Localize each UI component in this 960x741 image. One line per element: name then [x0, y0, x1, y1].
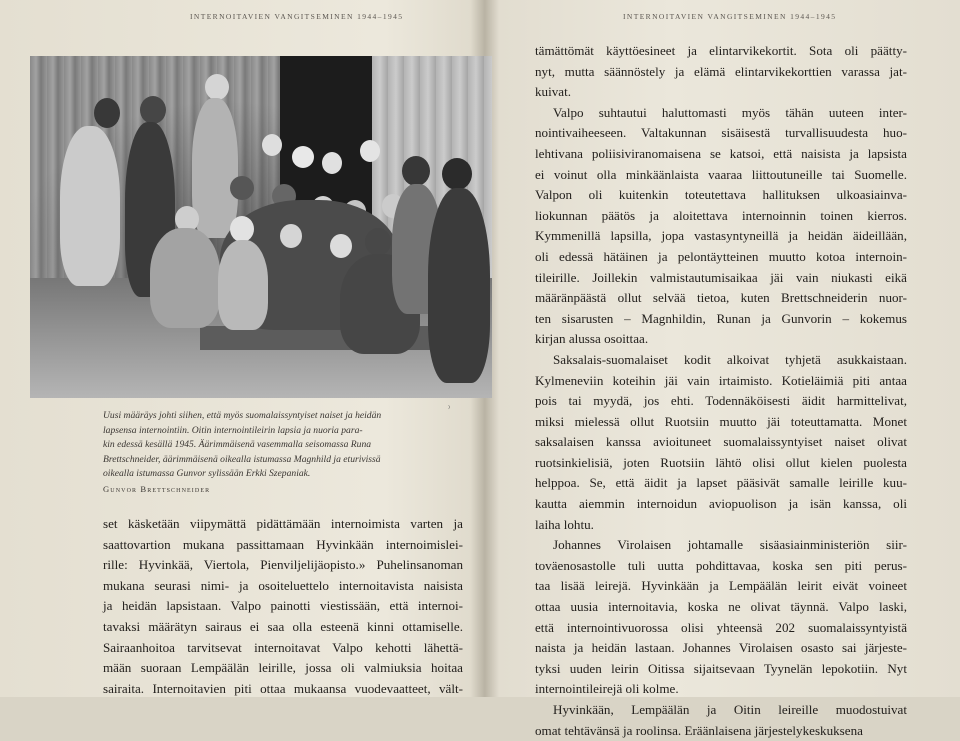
- caption-line: Brettschneider, äärimmäisenä oikealla istumassa Magnhild ja eturivissä: [103, 453, 381, 465]
- text-line: määränpäästä ollut selvää tietoa, kuten Brettschneiderin nuor-: [535, 290, 907, 306]
- text-line: kuivat.: [535, 84, 572, 100]
- text-line: Hyvinkään, Lempäälän ja Oitin leireille muodostuivat: [553, 702, 907, 717]
- text-line: oli edessä hätäinen ja pelontäytteinen muutto kotoa internoin-: [535, 248, 907, 264]
- text-line: liokunnan päätös ja aloitettava internoinnin toinen kierros.: [535, 207, 907, 223]
- text-line: helppoa. Se, että äidit ja lapset pääsivät samalle leirille kuu-: [535, 475, 907, 491]
- left-page: [0, 0, 500, 697]
- text-line: ja heidän lapsistaan. Valpo painotti viestissään, että internoi-: [103, 598, 463, 614]
- text-line: että internointivuorossa olisi yhteensä 202 suomalaissyntyistä: [535, 619, 907, 635]
- text-line: nointivaiheeseen. Valtakunnan sisäisestä turvallisuudesta huo-: [535, 125, 907, 141]
- text-line: rille: Hyvinkää, Viertola, Pienviljelijäopisto.» Puhelinsanoman: [103, 557, 463, 573]
- right-running-head: INTERNOITAVIEN VANGITSEMINEN 1944–1945: [623, 12, 837, 21]
- text-line: kirjan alussa osoittaa.: [535, 331, 649, 347]
- text-line: taa lisää leirejä. Hyvinkään ja Lempäälän leirit eivät voineet: [535, 578, 907, 594]
- text-line: ten sisarusten – Magnhildin, Runan ja Gunvorin – kokemus: [535, 310, 907, 326]
- text-line: Kymmenillä lapsilla, jopa vastasyntyneillä ja heidän äideillään,: [535, 228, 907, 244]
- text-line: Valpo suhtautui haluttomasti myös tähän uuteen inter-: [553, 104, 907, 120]
- caption-line: kin edessä kesällä 1945. Äärimmäisenä vasemmalla seisomassa Runa: [103, 439, 372, 451]
- photo-caption: [103, 409, 453, 497]
- text-line: set käsketään viipymättä pidättämään internoimista varten ja: [103, 516, 463, 531]
- text-line: miksi mielessä ollut Ruotsiin muutto jäi toteuttamatta. Monet: [535, 413, 907, 429]
- text-line: internointileirejä oli kolme.: [535, 681, 679, 697]
- caption-line: lapsensa internointiin. Oitin internointileirin lapsia ja nuoria para-: [103, 424, 363, 436]
- text-line: lehtivana poliisiviranomaisena se katsoi, että naisista ja lapsista: [535, 145, 907, 161]
- text-line: kautta aiemmin internoidun aviopuolison ja isän kanssa, oli: [535, 496, 907, 512]
- text-line: Saksalais-suomalaiset kodit alkoivat tyhjetä asukkaistaan.: [553, 351, 907, 367]
- caption-line: oikealla istumassa Gunvor sylissään Erkki Szepaniak.: [103, 468, 311, 480]
- text-line: saattovartion mukana passittamaan Hyvinkään internoimislei-: [103, 536, 463, 552]
- text-line: toväenosastolle tuli uutta pohdittavaa, koska sen piti perus-: [535, 557, 907, 573]
- text-line: pois tai myydä, jos ehti. Todennäköisesti äidit harmittelivat,: [535, 393, 907, 409]
- text-line: ruotsinkielisiä, joten Ruotsiin lähtö olisi ollut kielen puolesta: [535, 454, 907, 470]
- text-line: ottaa uusia internoitavia, koska ne olivat täynnä. Valpo laski,: [535, 599, 907, 615]
- photo-corner-mark: ⁾: [448, 404, 450, 413]
- text-line: mään suoraan Lempäälän leirille, jossa oli valmiuksia hoitaa: [103, 660, 463, 676]
- text-line: nyt, mutta säännöstely ja elämä elintarvikekorttien varassa jat-: [535, 63, 907, 79]
- text-line: laiha lohtu.: [535, 516, 594, 532]
- text-line: naista ja heidän lastaan. Johannes Virolaisen osasto sai järjeste-: [535, 640, 907, 656]
- text-line: tavaksi määrätyn sairaus ei saa olla esteenä kinni ottamiselle.: [103, 618, 463, 634]
- text-line: omat tehtävänsä ja roolinsa. Eräänlaisena järjestelykeskuksena: [535, 722, 863, 738]
- text-line: Kylmeneviin koteihin jäi vain irtaimisto. Kotieläimiä piti antaa: [535, 372, 907, 388]
- text-line: tileirille. Joillekin valmistautumisaikaa jäi vain niukasti eikä: [535, 269, 907, 285]
- left-body-text: [103, 514, 463, 699]
- text-line: Sairaanhoitoa tarvitsevat internoitavat Valpo kehotti lähettä-: [103, 639, 463, 655]
- text-line: tämättömät käyttöesineet ja elintarvikekortit. Sota oli päätty-: [535, 43, 907, 58]
- left-running-head: INTERNOITAVIEN VANGITSEMINEN 1944–1945: [190, 12, 404, 21]
- text-line: Valpon oli kuitenkin toteutettava hallituksen ulkoasiainva-: [535, 187, 907, 203]
- right-body-text: [535, 41, 907, 741]
- text-line: saksalaisen kanssa avioituneet suomalaissyntyiset naiset olivat: [535, 434, 907, 450]
- photo-credit: Gunvor Brettschneider: [103, 483, 211, 494]
- text-line: ei voinut olla minkäänlaista vaaraa liittoutuneille tai Suomelle.: [535, 166, 907, 182]
- caption-line: Uusi määräys johti siihen, että myös suomalaissyntyiset naiset ja heidän: [103, 410, 382, 421]
- text-line: mukana seurasi nimi- ja osoiteluettelo internoitavista naisista: [103, 577, 463, 593]
- text-line: Johannes Virolaisen johtamalle sisäasiainministeriön siir-: [553, 537, 907, 553]
- children-and-women-group-photo-icon: [30, 56, 492, 398]
- text-line: sairaita. Internoitavien piti ottaa mukaansa vuodevaatteet, vält-: [103, 680, 463, 696]
- text-line: tyksi uuden leirin Oitissa sijaitsevaan Tyynelän lepokotiin. Nyt: [535, 660, 907, 676]
